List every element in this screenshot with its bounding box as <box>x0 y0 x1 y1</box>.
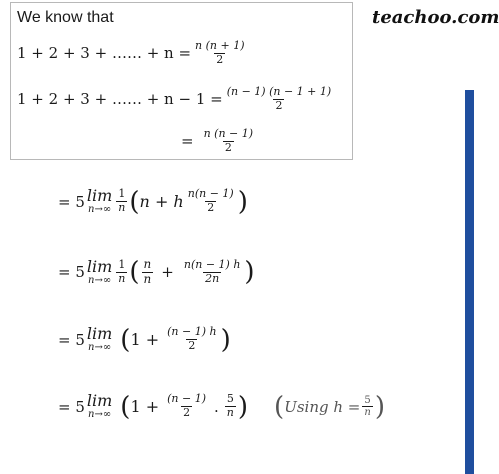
note-rparen: ) <box>374 391 385 422</box>
box-line-1 <box>17 40 249 66</box>
step2-f1-num: 1 <box>118 258 126 272</box>
step1-f1-den: n <box>118 201 126 214</box>
step1-frac2 <box>186 188 236 214</box>
step3-lim-word: lim <box>86 324 113 343</box>
line1-fraction <box>193 40 246 66</box>
step1-limit <box>87 188 112 215</box>
step2-f3-den: 2n <box>205 271 220 285</box>
note-text: Using h = <box>284 397 361 416</box>
step2-limit <box>86 256 113 286</box>
line2-num: (n − 1) (n − 1 + 1) <box>226 85 332 98</box>
note-frac <box>362 395 372 419</box>
step-2 <box>58 258 255 287</box>
step-3 <box>58 326 231 353</box>
step1-lparen: ( <box>129 186 140 217</box>
step4-eq: = 5 <box>58 397 85 416</box>
step3-eq: = 5 <box>58 330 85 349</box>
step-1 <box>58 188 248 215</box>
step-4 <box>58 393 385 420</box>
step2-f3-num: n(n − 1) h <box>183 258 241 272</box>
box-heading: We know that <box>17 9 114 26</box>
teachoo-logo: teachoo.com <box>372 7 499 28</box>
step2-plus: + <box>161 263 174 282</box>
line1-den: 2 <box>216 52 224 66</box>
step3-lim-sub: n→∞ <box>88 342 112 353</box>
line3-num: n (n − 1) <box>203 127 254 140</box>
step1-lim-word: lim <box>86 186 113 205</box>
step4-limit <box>87 393 112 420</box>
line1-num: n (n + 1) <box>195 39 245 52</box>
step4-lim-sub: n→∞ <box>88 409 112 420</box>
step4-f1-num: (n − 1) <box>167 392 207 406</box>
step4-note <box>274 391 385 422</box>
step4-lparen: ( <box>120 391 131 422</box>
step2-lparen: ( <box>129 257 140 288</box>
box-line-3 <box>181 128 257 154</box>
line3-eq: = <box>181 132 194 151</box>
step1-frac1 <box>116 188 127 214</box>
line2-lhs: 1 + 2 + 3 + …… + n − 1 = <box>17 90 223 109</box>
step1-rparen: ) <box>237 186 248 217</box>
step4-dot: . <box>214 397 219 416</box>
step3-limit <box>87 326 112 353</box>
line3-den: 2 <box>224 140 232 154</box>
step2-frac3 <box>182 259 243 285</box>
line2-den: 2 <box>275 98 283 112</box>
step4-lim-word: lim <box>86 391 113 410</box>
step2-eq: = 5 <box>58 263 85 282</box>
step4-f2-den: n <box>226 406 234 419</box>
step2-lim-sub: n→∞ <box>88 274 112 286</box>
box-line-2 <box>17 86 335 112</box>
step3-f-den: 2 <box>188 339 196 352</box>
note-den: n <box>364 407 371 418</box>
side-accent-bar <box>465 90 474 474</box>
step2-rparen: ) <box>244 257 255 288</box>
step2-lim-word: lim <box>86 256 113 276</box>
step3-frac <box>165 326 218 352</box>
step2-frac1 <box>116 259 127 285</box>
note-num: 5 <box>364 394 371 406</box>
step1-eq: = 5 <box>58 192 85 211</box>
step2-f1-den: n <box>118 271 126 285</box>
step4-f1-den: 2 <box>183 406 191 419</box>
note-lparen: ( <box>274 391 285 422</box>
step3-one: 1 + <box>130 330 160 349</box>
step1-f2-den: 2 <box>207 201 215 214</box>
line1-lhs: 1 + 2 + 3 + …… + n = <box>17 44 192 63</box>
step4-one: 1 + <box>130 397 160 416</box>
step2-frac2 <box>142 258 154 287</box>
step3-f-num: (n − 1) h <box>167 325 217 339</box>
step2-f2-num: n <box>143 257 152 271</box>
step4-frac2 <box>225 393 236 419</box>
step2-f2-den: n <box>143 271 152 286</box>
step3-rparen: ) <box>220 324 231 355</box>
step4-f2-num: 5 <box>226 392 234 406</box>
step4-rparen: ) <box>237 391 249 422</box>
step3-lparen: ( <box>120 324 131 355</box>
step4-frac1 <box>165 393 208 419</box>
line2-fraction <box>225 86 333 112</box>
step1-f1-num: 1 <box>118 187 126 201</box>
line3-fraction <box>202 128 255 154</box>
step1-f2-num: n(n − 1) <box>187 187 234 201</box>
step1-mid: n + h <box>139 192 184 211</box>
step1-lim-sub: n→∞ <box>88 204 112 215</box>
